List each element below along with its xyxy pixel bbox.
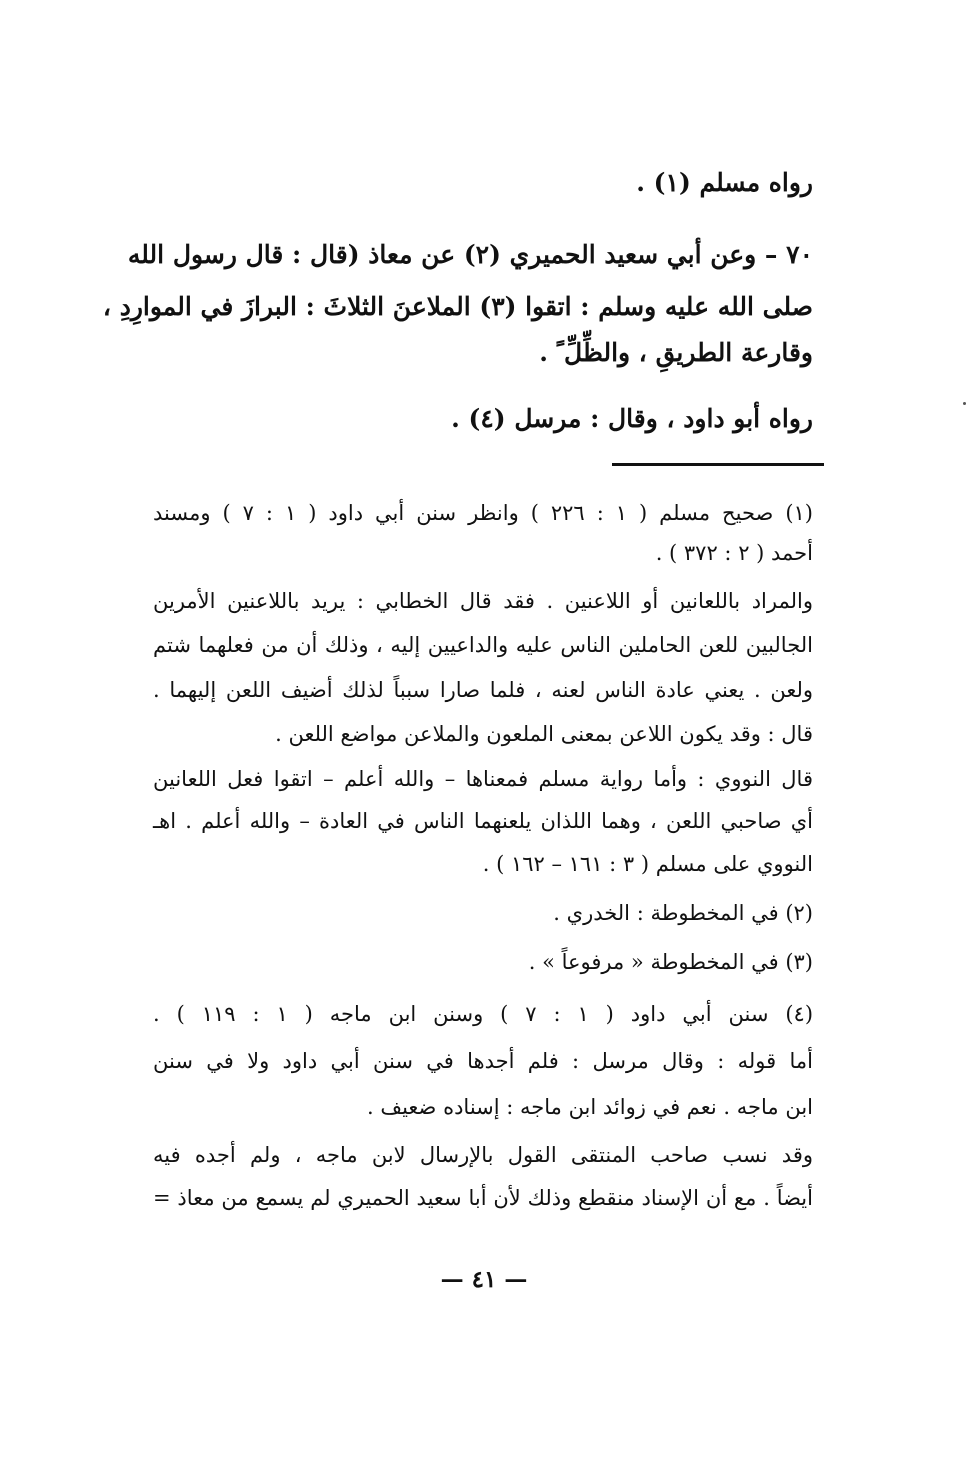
- footnote-divider: [612, 463, 824, 466]
- footnote-line-13: أما قوله : وقال مرسل : فلم أجدها في سنن أبي داود ولا في سنن: [153, 1049, 813, 1073]
- footnote-line-7: قال النووي : وأما رواية مسلم فمعناها – والله أعلم – اتقوا فعل اللعانين: [153, 767, 813, 791]
- footnote-line-4: الجالبين للعن الحاملين الناس عليه والداعيين إليه ، وذلك أن من فعلهما شتم: [153, 633, 813, 657]
- footnote-line-2: أحمد ( ٢ : ٣٧٢ ) .: [655, 541, 813, 565]
- main-line-2: ٧٠ – وعن أبي سعيد الحميري (٢) عن معاذ (قال : قال رسول الله: [127, 240, 813, 269]
- main-line-4: وقارعة الطريقِ ، والظِّلِّ ً .: [539, 338, 813, 367]
- footnote-line-6: قال : وقد يكون اللاعن بمعنى الملعون والملاعن مواضع اللعن .: [275, 722, 813, 746]
- main-line-1: رواه مسلم (١) .: [636, 168, 813, 197]
- footnote-line-10: (٢) في المخطوطة : الخدري .: [553, 901, 813, 925]
- footnote-line-12: (٤) سنن أبي داود ( ١ : ٧ ) وسنن ابن ماجه ( ١ : ١١٩ ) .: [153, 1002, 814, 1026]
- footnote-line-9: النووي على مسلم ( ٣ : ١٦١ – ١٦٢ ) .: [482, 852, 813, 876]
- page-number: — ٤١ —: [440, 1266, 528, 1293]
- footnote-line-14: ابن ماجه . نعم في زوائد ابن ماجه : إسناده ضعيف .: [367, 1095, 813, 1119]
- main-line-3: صلى الله عليه وسلم : اتقوا (٣) الملاعنَ الثلاثَ : البرازَ في الموارِدِ ،: [102, 292, 813, 321]
- footnote-line-8: أي صاحبي اللعن ، وهما اللذان يلعنهما الناس في العادة – والله أعلم . اهـ: [153, 809, 813, 833]
- footnote-line-5: ولعن . يعني عادة الناس لعنه ، فلما صارا سبباً لذلك أضيف اللعن إليهما .: [153, 678, 813, 702]
- footnote-line-11: (٣) في المخطوطة « مرفوعاً » .: [528, 950, 813, 974]
- footnote-line-16: أيضاً . مع أن الإسناد منقطع وذلك لأن أبا سعيد الحميري لم يسمع من معاذ =: [153, 1186, 813, 1210]
- footnote-line-15: وقد نسب صاحب المنتقى القول بالإرسال لابن ماجه ، ولم أجده فيه: [153, 1143, 813, 1167]
- footnote-line-3: والمراد باللعانين أو اللاعنين . فقد قال الخطابي : يريد باللاعنين الأمرين: [153, 589, 813, 613]
- main-line-5: رواه أبو داود ، وقال : مرسل (٤) .: [451, 404, 813, 433]
- footnote-line-1: (١) صحيح مسلم ( ١ : ٢٢٦ ) وانظر سنن أبي داود ( ١ : ٧ ) ومسند: [153, 501, 813, 525]
- scan-speck: [963, 402, 966, 405]
